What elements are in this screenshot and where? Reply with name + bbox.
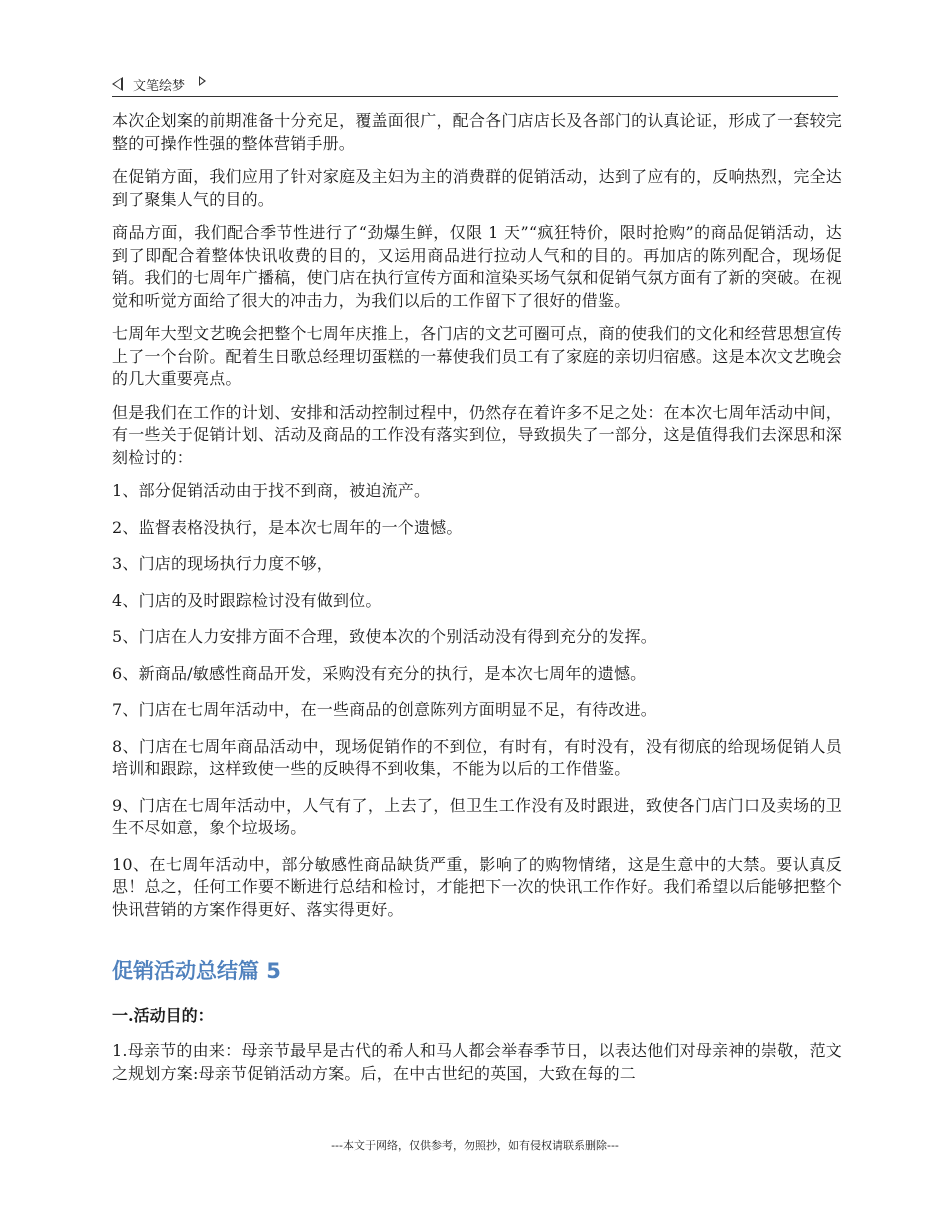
list-item: 9、门店在七周年活动中，人气有了，上去了，但卫生工作没有及时跟进，致使各门店门口及卖场的卫生不尽如意，象个垃圾场。 <box>112 795 842 837</box>
list-item: 1、部分促销活动由于找不到商，被迫流产。 <box>112 481 431 500</box>
list-item: 7、门店在七周年活动中，在一些商品的创意陈列方面明显不足，有待改进。 <box>112 700 657 719</box>
arrow-left-icon <box>112 77 123 91</box>
list-item: 6、新商品/敏感性商品开发，采购没有充分的执行，是本次七周年的遗憾。 <box>112 663 647 683</box>
paragraph: 商品方面，我们配合季节性进行了“劲爆生鲜，仅限 1 天”“疯狂特价，限时抢购”的商品促销活动，达到了即配合着整体快讯收费的目的，又运用商品进行拉动人气和的目的。再加店的陈列配合，现场促销。我们的七周年广播稿，使门店在执行宣传方面和渲染买场气氛和促销气氛方面有了新的突破。在视觉和听觉方面给了很大的冲击力，为我们以后的工作留下了很好的借鉴。 <box>112 223 842 310</box>
paragraph: 但是我们在工作的计划、安排和活动控制过程中，仍然存在着许多不足之处：在本次七周年活动中间，有一些关于促销计划、活动及商品的工作没有落实到位，导致损失了一部分，这是值得我们去深思和深刻检讨的： <box>112 402 842 467</box>
section-subheading: 一.活动目的： <box>112 1006 214 1025</box>
section-heading: 促销活动总结篇 5 <box>112 959 281 983</box>
paragraph: 本次企划案的前期准备十分充足，覆盖面很广，配合各门店店长及各部门的认真论证，形成了一套较完整的可操作性强的整体营销手册。 <box>112 111 842 153</box>
list-item: 8、门店在七周年商品活动中，现场促销作的不到位，有时有，有时没有，没有彻底的给现场促销人员培训和跟踪，这样致使一些的反映得不到收集，不能为以后的工作借鉴。 <box>112 736 842 778</box>
paragraph: 在促销方面，我们应用了针对家庭及主妇为主的消费群的促销活动，达到了应有的，反响热烈，完全达到了聚集人气的目的。 <box>112 167 842 209</box>
list-item: 2、监督表格没执行，是本次七周年的一个遗憾。 <box>112 517 463 537</box>
list-item: 10、在七周年活动中，部分敏感性商品缺货严重，影响了的购物情绪，这是生意中的大禁。要认真反思！总之，任何工作要不断进行总结和检讨，才能把下一次的快讯工作作好。我们希望以后能够把整个快讯营销的方案作得更好、落实得更好。 <box>112 854 842 919</box>
arrow-right-icon <box>199 76 206 86</box>
list-item: 3、门店的现场执行力度不够， <box>112 554 333 573</box>
list-item: 5、门店在人力安排方面不合理，致使本次的个别活动没有得到充分的发挥。 <box>112 627 657 646</box>
document-body <box>112 110 842 1096</box>
page-header <box>112 72 838 97</box>
paragraph: 七周年大型文艺晚会把整个七周年庆推上，各门店的文艺可圈可点，商的使我们的文化和经营思想宣传上了一个台阶。配着生日歌总经理切蛋糕的一幕使我们员工有了家庭的亲切归宿感。这是本次文艺晚会的几大重要亮点。 <box>112 324 842 388</box>
page-footer: ---本文于网络，仅供参考，勿照抄，如有侵权请联系删除--- <box>331 1139 619 1152</box>
paragraph: 1.母亲节的由来：母亲节最早是古代的希人和马人都会举春季节日，以表达他们对母亲神的崇敬，范文之规划方案:母亲节促销活动方案。后，在中古世纪的英国，大致在每的二 <box>112 1041 842 1083</box>
list-item: 4、门店的及时跟踪检讨没有做到位。 <box>112 590 382 610</box>
header-brand: 文笔绘梦 <box>133 78 186 94</box>
